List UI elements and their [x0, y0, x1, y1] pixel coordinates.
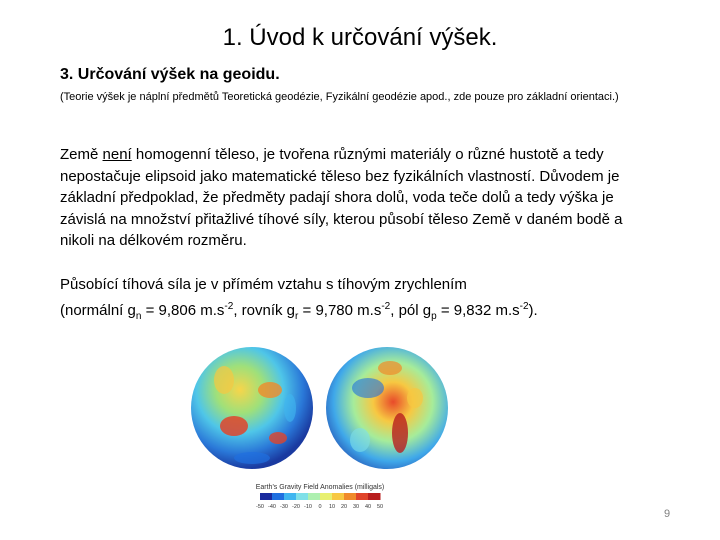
color-scale-segment: [320, 493, 333, 500]
paragraph-gravity: [60, 274, 660, 327]
gravity-globes-image: [190, 328, 450, 518]
color-scale-segment: [332, 493, 345, 500]
para2-text: , rovník g: [233, 301, 296, 319]
color-scale-segment: [284, 493, 297, 500]
color-scale-label: -50: [256, 504, 264, 510]
para1-text-start: Země: [60, 146, 103, 163]
paragraph-geoid: [60, 144, 660, 252]
page-number: 9: [664, 508, 671, 520]
para2-text: , pól g: [390, 301, 432, 319]
para2-line2: [60, 296, 660, 328]
subscript-n: n: [135, 310, 142, 322]
color-scale-label: 20: [340, 504, 348, 510]
color-scale-segment: [356, 493, 369, 500]
color-scale-segment: [308, 493, 321, 500]
color-scale-label: 0: [318, 504, 322, 510]
color-scale-label: -20: [292, 504, 300, 510]
color-scale-label: -10: [304, 504, 312, 510]
color-scale-labels: [256, 504, 383, 510]
gravity-anomaly-figure: [190, 328, 450, 518]
note-text: (Teorie výšek je náplní předmětů Teoretická geodézie, Fyzikální geodézie apod., zde pouze pro základní orientaci.): [60, 91, 619, 103]
para2-text: = 9,780 m.s: [298, 301, 382, 319]
color-scale-segment: [368, 493, 381, 500]
subscript-r: r: [295, 310, 299, 322]
superscript: -2: [519, 300, 529, 312]
superscript: -2: [381, 300, 391, 312]
color-scale-label: -30: [280, 504, 288, 510]
section-heading: 3. Určování výšek na geoidu.: [60, 66, 280, 83]
para2-text: = 9,832 m.s: [436, 301, 520, 319]
color-scale-segment: [344, 493, 357, 500]
color-scale-segment: [296, 493, 309, 500]
color-scale-label: 30: [352, 504, 360, 510]
para2-text: = 9,806 m.s: [141, 301, 225, 319]
para2-line1: Působící tíhová síla je v přímém vztahu s tíhovým zrychlením: [60, 276, 467, 293]
color-scale-label: 50: [376, 504, 384, 510]
color-scale-label: -40: [268, 504, 276, 510]
para2-text: ).: [528, 301, 538, 319]
slide-title: 1. Úvod k určování výšek.: [222, 24, 498, 51]
subscript-p: p: [431, 310, 437, 322]
superscript: -2: [224, 300, 234, 312]
para2-text: (normální g: [60, 301, 136, 319]
figure-caption: Earth's Gravity Field Anomalies (milligals): [255, 484, 385, 491]
color-scale-bar: [260, 493, 381, 500]
color-scale-label: 40: [364, 504, 372, 510]
color-scale-segment: [260, 493, 273, 500]
para1-text-rest: homogenní těleso, je tvořena různými materiály o různé hustotě a tedy nepostačuje elipsoid jako matematické těleso bez fyzikálních vlastností. Důvodem je základní předpoklad, že předměty padají shora dolů, voda teče dolů a tedy výška je závislá na množství přitažlivé tíhové síly, kterou působí těleso Země v daném bodě a nikoli na délkovém rozměru.: [60, 146, 623, 249]
para1-underlined-word: není: [102, 146, 132, 163]
color-scale-label: 10: [328, 504, 336, 510]
color-scale-segment: [272, 493, 285, 500]
